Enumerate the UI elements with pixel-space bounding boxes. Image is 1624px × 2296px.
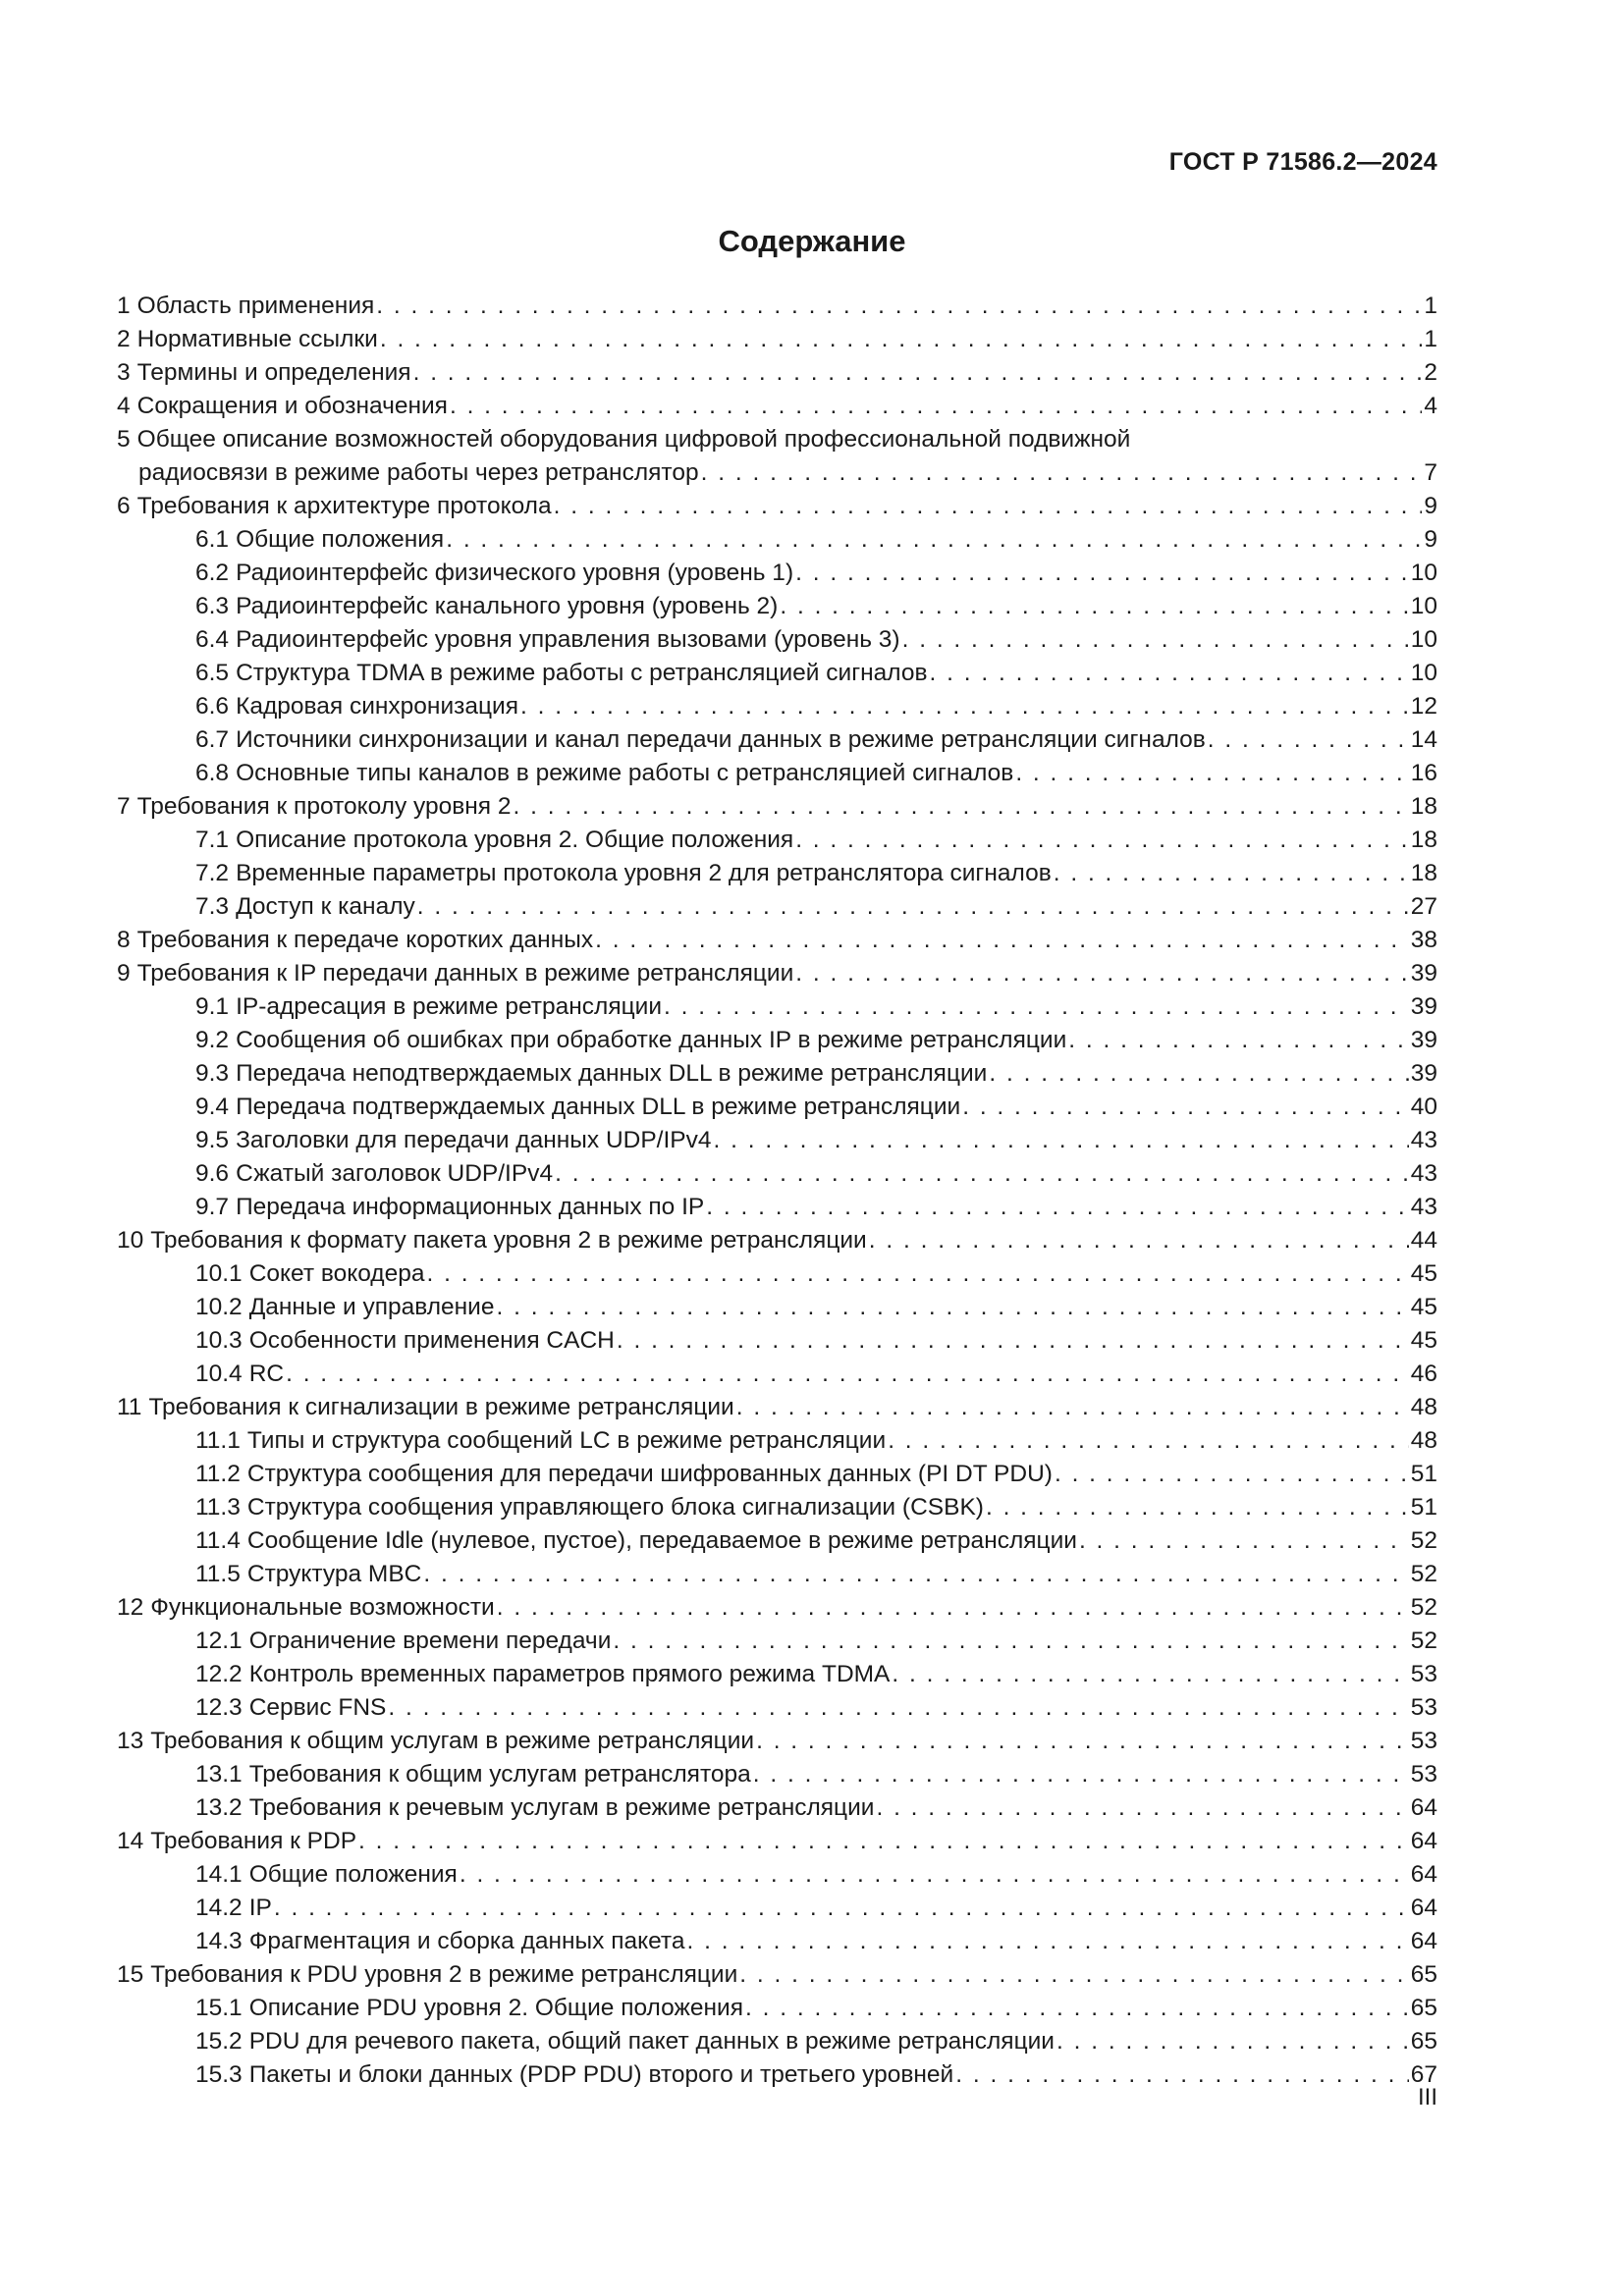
toc-entry-number: 15.2 bbox=[195, 2028, 243, 2055]
toc-dot-leader bbox=[1056, 2025, 1409, 2058]
toc-entry[interactable] bbox=[117, 390, 1437, 423]
toc-entry[interactable] bbox=[117, 323, 1437, 356]
toc-entry[interactable] bbox=[117, 857, 1437, 890]
toc-dot-leader bbox=[869, 1224, 1409, 1257]
toc-entry-number: 2 bbox=[117, 326, 131, 352]
toc-entry[interactable] bbox=[117, 290, 1437, 323]
toc-entry-page: 39 bbox=[1410, 993, 1437, 1020]
toc-entry-page: 39 bbox=[1410, 960, 1437, 987]
toc-entry-number: 12.3 bbox=[195, 1694, 243, 1721]
toc-entry-page: 18 bbox=[1410, 827, 1437, 853]
toc-entry-page: 44 bbox=[1410, 1227, 1437, 1254]
toc-entry-page: 16 bbox=[1410, 760, 1437, 786]
toc-entry-page: 9 bbox=[1424, 526, 1437, 553]
toc-entry-title: Сервис FNS bbox=[248, 1694, 387, 1721]
toc-entry[interactable] bbox=[117, 1892, 1437, 1925]
toc-entry[interactable] bbox=[117, 1391, 1437, 1424]
toc-entry-number: 11 bbox=[117, 1394, 142, 1420]
toc-dot-leader bbox=[986, 1491, 1409, 1524]
toc-entry-number: 13.1 bbox=[195, 1761, 243, 1788]
table-of-contents bbox=[117, 290, 1437, 2092]
toc-entry-title: Сокет вокодера bbox=[248, 1260, 425, 1287]
toc-entry-title: Требования к PDP bbox=[150, 1828, 357, 1854]
toc-entry-title: Структура сообщения управляющего блока сигнализации (CSBK) bbox=[246, 1494, 984, 1521]
toc-entry-page: 45 bbox=[1410, 1260, 1437, 1287]
toc-entry-page: 52 bbox=[1410, 1561, 1437, 1587]
toc-entry[interactable] bbox=[117, 757, 1437, 790]
toc-entry-page: 65 bbox=[1410, 1961, 1437, 1988]
toc-entry[interactable] bbox=[117, 1458, 1437, 1491]
toc-entry[interactable] bbox=[117, 623, 1437, 657]
toc-entry-number: 14 bbox=[117, 1828, 144, 1854]
toc-entry[interactable] bbox=[117, 1091, 1437, 1124]
toc-entry-number: 4 bbox=[117, 393, 131, 419]
toc-entry-title: Общие положения bbox=[236, 526, 445, 553]
toc-entry[interactable] bbox=[117, 1124, 1437, 1157]
toc-entry-number: 13.2 bbox=[195, 1794, 243, 1821]
toc-entry-page: 64 bbox=[1410, 1794, 1437, 1821]
toc-dot-leader bbox=[795, 957, 1408, 990]
toc-entry[interactable] bbox=[117, 1992, 1437, 2025]
toc-dot-leader bbox=[497, 1291, 1409, 1324]
toc-entry[interactable] bbox=[117, 1524, 1437, 1558]
toc-dot-leader bbox=[795, 824, 1409, 857]
toc-entry-number: 6.2 bbox=[195, 560, 230, 586]
toc-entry-number: 6.8 bbox=[195, 760, 230, 786]
toc-entry[interactable] bbox=[117, 1791, 1437, 1825]
toc-dot-leader bbox=[664, 990, 1409, 1024]
toc-entry-number: 11.2 bbox=[195, 1461, 241, 1487]
toc-entry-title: Временные параметры протокола уровня 2 для ретранслятора сигналов bbox=[236, 860, 1052, 886]
toc-dot-leader bbox=[514, 790, 1409, 824]
toc-dot-leader bbox=[595, 924, 1409, 957]
toc-dot-leader bbox=[714, 1124, 1409, 1157]
toc-entry-title: Особенности применения CACH bbox=[248, 1327, 615, 1354]
toc-dot-leader bbox=[780, 590, 1408, 623]
toc-entry-title: Требования к общим услугам ретранслятора bbox=[248, 1761, 751, 1788]
toc-entry-page: 64 bbox=[1410, 1895, 1437, 1921]
toc-entry-title: Сообщение Idle (нулевое, пустое), передаваемое в режиме ретрансляции bbox=[246, 1527, 1077, 1554]
toc-entry-title: Структура MBC bbox=[246, 1561, 422, 1587]
toc-dot-leader bbox=[1054, 857, 1409, 890]
toc-entry-number: 6.3 bbox=[195, 593, 230, 619]
toc-entry[interactable] bbox=[117, 1558, 1437, 1591]
toc-entry-page: 52 bbox=[1410, 1628, 1437, 1654]
toc-entry-number: 3 bbox=[117, 359, 131, 386]
toc-title: Содержание bbox=[718, 224, 906, 258]
toc-dot-leader bbox=[892, 1658, 1408, 1691]
toc-entry-number: 13 bbox=[117, 1728, 144, 1754]
toc-entry[interactable] bbox=[117, 1491, 1437, 1524]
toc-dot-leader bbox=[413, 356, 1423, 390]
toc-entry-number: 9.4 bbox=[195, 1094, 230, 1120]
toc-entry[interactable] bbox=[117, 1191, 1437, 1224]
toc-entry-number: 15 bbox=[117, 1961, 144, 1988]
toc-entry[interactable] bbox=[117, 790, 1437, 824]
toc-entry-number: 1 bbox=[117, 293, 131, 319]
toc-entry-page: 48 bbox=[1410, 1427, 1437, 1454]
toc-entry[interactable] bbox=[117, 1625, 1437, 1658]
toc-dot-leader bbox=[460, 1858, 1409, 1892]
toc-entry[interactable] bbox=[117, 1858, 1437, 1892]
toc-entry-page: 38 bbox=[1410, 927, 1437, 953]
toc-entry-number: 10.4 bbox=[195, 1361, 243, 1387]
toc-entry-number: 11.3 bbox=[195, 1494, 241, 1521]
toc-dot-leader bbox=[417, 890, 1409, 924]
toc-entry-page: 40 bbox=[1410, 1094, 1437, 1120]
toc-entry-page: 64 bbox=[1410, 1861, 1437, 1888]
toc-entry-number: 11.5 bbox=[195, 1561, 241, 1587]
toc-dot-leader bbox=[888, 1424, 1409, 1458]
toc-entry-page: 53 bbox=[1410, 1661, 1437, 1687]
toc-entry-title: Ограничение времени передачи bbox=[248, 1628, 612, 1654]
toc-entry-number: 9.5 bbox=[195, 1127, 230, 1153]
toc-entry[interactable] bbox=[117, 824, 1437, 857]
toc-entry-title: RC bbox=[248, 1361, 285, 1387]
toc-entry[interactable] bbox=[117, 1324, 1437, 1358]
toc-dot-leader bbox=[497, 1591, 1409, 1625]
toc-entry[interactable] bbox=[117, 356, 1437, 390]
toc-entry[interactable] bbox=[117, 890, 1437, 924]
toc-entry-title: Типы и структура сообщений LC в режиме ретрансляции bbox=[246, 1427, 887, 1454]
toc-entry-number: 7 bbox=[117, 793, 131, 820]
toc-dot-leader bbox=[701, 456, 1423, 490]
toc-entry-page: 45 bbox=[1410, 1294, 1437, 1320]
toc-dot-leader bbox=[1015, 757, 1408, 790]
toc-entry-page: 14 bbox=[1410, 726, 1437, 753]
toc-entry[interactable] bbox=[117, 1257, 1437, 1291]
toc-entry[interactable] bbox=[117, 423, 1437, 456]
toc-entry-title: Структура TDMA в режиме работы с ретрансляцией сигналов bbox=[236, 660, 928, 686]
toc-entry-number: 15.3 bbox=[195, 2061, 243, 2088]
toc-dot-leader bbox=[930, 657, 1409, 690]
toc-dot-leader bbox=[739, 1958, 1408, 1992]
toc-entry[interactable] bbox=[117, 2025, 1437, 2058]
toc-entry-title: Структура сообщения для передачи шифрованных данных (PI DT PDU) bbox=[246, 1461, 1053, 1487]
toc-entry-page: 53 bbox=[1410, 1761, 1437, 1788]
toc-dot-leader bbox=[687, 1925, 1409, 1958]
toc-dot-leader bbox=[989, 1057, 1408, 1091]
toc-entry-title: Область применения bbox=[136, 293, 375, 319]
toc-entry-number: 9.2 bbox=[195, 1027, 230, 1053]
toc-entry-page: 51 bbox=[1410, 1461, 1437, 1487]
toc-entry-page: 10 bbox=[1410, 626, 1437, 653]
toc-dot-leader bbox=[962, 1091, 1409, 1124]
toc-entry-number: 6.4 bbox=[195, 626, 230, 653]
toc-entry-page: 43 bbox=[1410, 1194, 1437, 1220]
toc-dot-leader bbox=[446, 523, 1422, 557]
toc-entry-page: 43 bbox=[1410, 1127, 1437, 1153]
toc-entry-page: 10 bbox=[1410, 593, 1437, 619]
toc-entry-number: 14.2 bbox=[195, 1895, 243, 1921]
toc-entry[interactable] bbox=[117, 1291, 1437, 1324]
toc-entry-page: 4 bbox=[1424, 393, 1437, 419]
toc-entry-title: Требования к общим услугам в режиме ретрансляции bbox=[150, 1728, 755, 1754]
document-code: ГОСТ Р 71586.2—2024 bbox=[1168, 148, 1437, 176]
toc-entry[interactable] bbox=[117, 1591, 1437, 1625]
toc-entry-number: 12 bbox=[117, 1594, 144, 1621]
toc-entry[interactable] bbox=[117, 557, 1437, 590]
toc-entry-title: Радиоинтерфейс уровня управления вызовами (уровень 3) bbox=[236, 626, 900, 653]
toc-entry[interactable] bbox=[117, 1825, 1437, 1858]
toc-entry-page: 52 bbox=[1410, 1594, 1437, 1621]
toc-entry-title: Термины и определения bbox=[136, 359, 411, 386]
toc-dot-leader bbox=[274, 1892, 1409, 1925]
toc-entry-title: Требования к протоколу уровня 2 bbox=[136, 793, 512, 820]
toc-entry-page: 18 bbox=[1410, 793, 1437, 820]
toc-dot-leader bbox=[423, 1558, 1408, 1591]
toc-entry[interactable] bbox=[117, 1358, 1437, 1391]
toc-entry-title: Данные и управление bbox=[248, 1294, 495, 1320]
toc-entry-page: 65 bbox=[1410, 1995, 1437, 2021]
toc-entry-page: 45 bbox=[1410, 1327, 1437, 1354]
toc-entry-number: 10 bbox=[117, 1227, 144, 1254]
toc-entry[interactable] bbox=[117, 957, 1437, 990]
toc-entry[interactable] bbox=[117, 1958, 1437, 1992]
toc-entry-page: 64 bbox=[1410, 1928, 1437, 1954]
toc-entry[interactable] bbox=[117, 690, 1437, 723]
toc-entry-page: 64 bbox=[1410, 1828, 1437, 1854]
toc-entry-number: 6.5 bbox=[195, 660, 230, 686]
toc-entry-number: 11.4 bbox=[195, 1527, 241, 1554]
toc-entry-page: 51 bbox=[1410, 1494, 1437, 1521]
toc-dot-leader bbox=[902, 623, 1409, 657]
toc-dot-leader bbox=[388, 1691, 1408, 1725]
toc-entry-title: Общие положения bbox=[248, 1861, 458, 1888]
toc-entry-title: Радиоинтерфейс канального уровня (уровень 2) bbox=[236, 593, 779, 619]
toc-entry-page: 12 bbox=[1410, 693, 1437, 720]
toc-entry-number: 12.1 bbox=[195, 1628, 243, 1654]
toc-entry-title: Описание PDU уровня 2. Общие положения bbox=[248, 1995, 743, 2021]
toc-entry-title: Передача неподтверждаемых данных DLL в режиме ретрансляции bbox=[236, 1060, 988, 1087]
toc-entry-number: 7.1 bbox=[195, 827, 230, 853]
toc-entry-title: Заголовки для передачи данных UDP/IPv4 bbox=[236, 1127, 712, 1153]
toc-entry-title: Передача информационных данных по IP bbox=[236, 1194, 705, 1220]
toc-entry-title: Требования к PDU уровня 2 в режиме ретрансляции bbox=[150, 1961, 738, 1988]
toc-entry-page: 53 bbox=[1410, 1694, 1437, 1721]
toc-entry-page: 39 bbox=[1410, 1027, 1437, 1053]
toc-entry-title: Требования к сигнализации в режиме ретрансляции bbox=[148, 1394, 734, 1420]
toc-dot-leader bbox=[1068, 1024, 1408, 1057]
toc-entry-number: 7.3 bbox=[195, 893, 230, 920]
toc-entry-page: 65 bbox=[1410, 2028, 1437, 2055]
toc-entry-title: Требования к речевым услугам в режиме ретрансляции bbox=[248, 1794, 875, 1821]
toc-entry-title: Сокращения и обозначения bbox=[136, 393, 448, 419]
toc-entry-number: 5 bbox=[117, 426, 131, 453]
toc-entry-number: 9.1 bbox=[195, 993, 230, 1020]
toc-entry[interactable] bbox=[117, 456, 1437, 490]
toc-dot-leader bbox=[706, 1191, 1408, 1224]
toc-dot-leader bbox=[876, 1791, 1408, 1825]
toc-entry-title: Функциональные возможности bbox=[150, 1594, 495, 1621]
toc-dot-leader bbox=[745, 1992, 1409, 2025]
toc-dot-leader bbox=[286, 1358, 1409, 1391]
toc-entry[interactable] bbox=[117, 523, 1437, 557]
toc-entry-page: 1 bbox=[1424, 293, 1437, 319]
toc-entry-page: 43 bbox=[1410, 1160, 1437, 1187]
toc-entry-title: Фрагментация и сборка данных пакета bbox=[248, 1928, 685, 1954]
toc-dot-leader bbox=[613, 1625, 1408, 1658]
toc-entry-page: 10 bbox=[1410, 660, 1437, 686]
toc-entry[interactable] bbox=[117, 1691, 1437, 1725]
toc-dot-leader bbox=[756, 1725, 1409, 1758]
toc-entry[interactable] bbox=[117, 1057, 1437, 1091]
toc-entry[interactable] bbox=[117, 1224, 1437, 1257]
toc-entry-page: 48 bbox=[1410, 1394, 1437, 1420]
toc-entry[interactable] bbox=[117, 490, 1437, 523]
toc-dot-leader bbox=[1055, 1458, 1409, 1491]
toc-entry[interactable] bbox=[117, 1725, 1437, 1758]
toc-entry[interactable] bbox=[117, 924, 1437, 957]
toc-entry[interactable] bbox=[117, 1658, 1437, 1691]
toc-entry-title-continued: радиосвязи в режиме работы через ретранслятор bbox=[138, 459, 699, 486]
toc-entry-title: Описание протокола уровня 2. Общие положения bbox=[236, 827, 794, 853]
toc-entry-number: 9.7 bbox=[195, 1194, 230, 1220]
toc-dot-leader bbox=[1208, 723, 1409, 757]
toc-entry-title: Кадровая синхронизация bbox=[236, 693, 518, 720]
toc-entry-number: 9.3 bbox=[195, 1060, 230, 1087]
toc-entry[interactable] bbox=[117, 1925, 1437, 1958]
toc-entry-number: 9.6 bbox=[195, 1160, 230, 1187]
toc-entry-page: 46 bbox=[1410, 1361, 1437, 1387]
toc-dot-leader bbox=[426, 1257, 1408, 1291]
toc-entry-title: Сообщения об ошибках при обработке данных IP в режиме ретрансляции bbox=[236, 1027, 1067, 1053]
toc-entry-title: IP-адресация в режиме ретрансляции bbox=[236, 993, 663, 1020]
toc-entry-title: Основные типы каналов в режиме работы с ретрансляцией сигналов bbox=[236, 760, 1014, 786]
toc-entry-number: 11.1 bbox=[195, 1427, 241, 1454]
toc-entry-page: 7 bbox=[1424, 459, 1437, 486]
toc-dot-leader bbox=[955, 2058, 1408, 2092]
page-number: III bbox=[1417, 2084, 1437, 2110]
toc-entry[interactable] bbox=[117, 590, 1437, 623]
toc-entry[interactable] bbox=[117, 1157, 1437, 1191]
toc-entry-title: Общее описание возможностей оборудования цифровой профессиональной подвижной bbox=[136, 426, 1131, 453]
toc-entry-title: Требования к архитектуре протокола bbox=[136, 493, 552, 519]
toc-entry-title: Радиоинтерфейс физического уровня (уровень 1) bbox=[236, 560, 794, 586]
toc-entry-page: 67 bbox=[1410, 2061, 1437, 2088]
toc-entry-page: 10 bbox=[1410, 560, 1437, 586]
toc-entry-number: 15.1 bbox=[195, 1995, 243, 2021]
toc-dot-leader bbox=[795, 557, 1409, 590]
toc-dot-leader bbox=[555, 1157, 1409, 1191]
toc-entry-title: Нормативные ссылки bbox=[136, 326, 378, 352]
toc-entry-title: Источники синхронизации и канал передачи данных в режиме ретрансляции сигналов bbox=[236, 726, 1206, 753]
toc-entry-number: 10.2 bbox=[195, 1294, 243, 1320]
toc-entry-title: Требования к формату пакета уровня 2 в режиме ретрансляции bbox=[150, 1227, 867, 1254]
toc-entry-number: 9 bbox=[117, 960, 131, 987]
toc-dot-leader bbox=[380, 323, 1423, 356]
toc-entry-number: 6.1 bbox=[195, 526, 230, 553]
toc-entry-title: Сжатый заголовок UDP/IPv4 bbox=[236, 1160, 554, 1187]
toc-entry-page: 1 bbox=[1424, 326, 1437, 352]
toc-entry-number: 6 bbox=[117, 493, 131, 519]
toc-entry[interactable] bbox=[117, 657, 1437, 690]
toc-entry-number: 10.1 bbox=[195, 1260, 243, 1287]
toc-entry-number: 8 bbox=[117, 927, 131, 953]
toc-entry-page: 39 bbox=[1410, 1060, 1437, 1087]
toc-dot-leader bbox=[376, 290, 1422, 323]
toc-entry-page: 2 bbox=[1424, 359, 1437, 386]
toc-entry[interactable] bbox=[117, 723, 1437, 757]
toc-entry-number: 6.7 bbox=[195, 726, 230, 753]
toc-entry-number: 14.1 bbox=[195, 1861, 243, 1888]
toc-entry-title: Пакеты и блоки данных (PDP PDU) второго и третьего уровней bbox=[248, 2061, 954, 2088]
toc-entry-title: Доступ к каналу bbox=[236, 893, 415, 920]
toc-entry-page: 9 bbox=[1424, 493, 1437, 519]
toc-entry[interactable] bbox=[117, 1424, 1437, 1458]
toc-entry[interactable] bbox=[117, 1024, 1437, 1057]
toc-entry-number: 14.3 bbox=[195, 1928, 243, 1954]
toc-entry-page: 18 bbox=[1410, 860, 1437, 886]
toc-dot-leader bbox=[617, 1324, 1409, 1358]
toc-entry-title: Требования к IP передачи данных в режиме ретрансляции bbox=[136, 960, 794, 987]
toc-dot-leader bbox=[358, 1825, 1409, 1858]
toc-entry[interactable] bbox=[117, 1758, 1437, 1791]
toc-dot-leader bbox=[520, 690, 1409, 723]
toc-entry-title: Передача подтверждаемых данных DLL в режиме ретрансляции bbox=[236, 1094, 961, 1120]
toc-entry-title: Требования к передаче коротких данных bbox=[136, 927, 594, 953]
toc-dot-leader bbox=[1079, 1524, 1409, 1558]
toc-entry-page: 27 bbox=[1410, 893, 1437, 920]
toc-entry-page: 53 bbox=[1410, 1728, 1437, 1754]
toc-dot-leader bbox=[736, 1391, 1409, 1424]
toc-dot-leader bbox=[450, 390, 1422, 423]
toc-entry-title: Контроль временных параметров прямого режима TDMA bbox=[248, 1661, 891, 1687]
toc-entry[interactable] bbox=[117, 990, 1437, 1024]
toc-entry-page: 52 bbox=[1410, 1527, 1437, 1554]
toc-entry-number: 6.6 bbox=[195, 693, 230, 720]
toc-entry-number: 10.3 bbox=[195, 1327, 243, 1354]
toc-entry-number: 12.2 bbox=[195, 1661, 243, 1687]
toc-dot-leader bbox=[753, 1758, 1409, 1791]
toc-entry-number: 7.2 bbox=[195, 860, 230, 886]
toc-dot-leader bbox=[554, 490, 1423, 523]
toc-entry-title: PDU для речевого пакета, общий пакет данных в режиме ретрансляции bbox=[248, 2028, 1055, 2055]
toc-entry[interactable] bbox=[117, 2058, 1437, 2092]
toc-entry-title: IP bbox=[248, 1895, 272, 1921]
